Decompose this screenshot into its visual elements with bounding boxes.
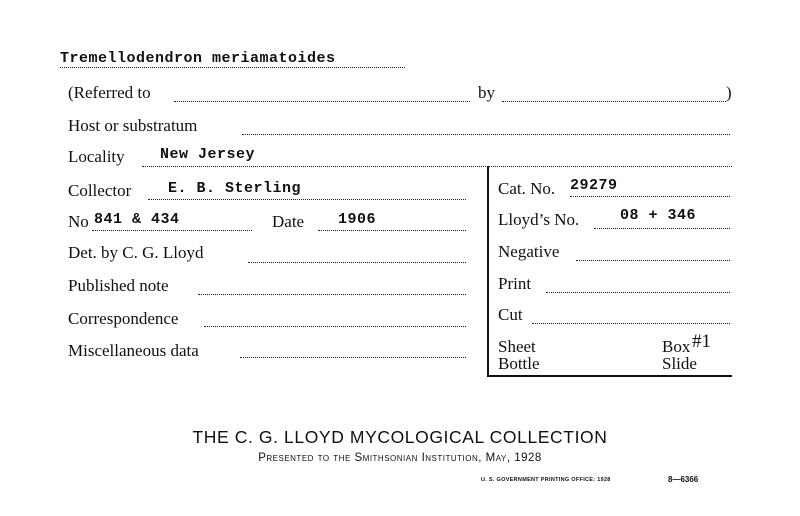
species-underline xyxy=(60,67,405,68)
referred-close-paren: ) xyxy=(726,83,732,102)
host-label: Host or substratum xyxy=(68,116,198,135)
cat-no-label: Cat. No. xyxy=(498,179,556,198)
printing-office-note: U. S. GOVERNMENT PRINTING OFFICE: 1928 xyxy=(481,477,611,483)
form-number: 8—6366 xyxy=(668,475,699,484)
lloyds-no-value: 08 + 346 xyxy=(620,207,697,224)
by-line xyxy=(502,101,726,102)
misc-data-line xyxy=(240,357,466,358)
published-note-label: Published note xyxy=(68,276,169,295)
cat-no-value: 29279 xyxy=(570,177,618,194)
no-label: No xyxy=(68,212,89,231)
date-value: 1906 xyxy=(338,211,377,228)
published-note-line xyxy=(198,294,466,295)
correspondence-line xyxy=(204,326,466,327)
box-left-border xyxy=(487,166,489,376)
collector-line xyxy=(148,199,466,200)
date-line xyxy=(318,230,466,231)
print-line xyxy=(546,292,730,293)
negative-line xyxy=(576,260,730,261)
bottle-label: Bottle xyxy=(498,354,540,373)
det-by-label: Det. by C. G. Lloyd xyxy=(68,243,204,262)
lloyds-no-line xyxy=(594,228,730,229)
collection-subtitle: Presented to the Smithsonian Institution, May, 1928 xyxy=(258,452,542,464)
cat-no-line xyxy=(570,196,730,197)
box-bottom-border xyxy=(487,375,732,377)
correspondence-label: Correspondence xyxy=(68,309,179,328)
species-name: Tremellodendron meriamatoides xyxy=(60,50,336,67)
no-value: 841 & 434 xyxy=(94,211,180,228)
box-value: #1 xyxy=(692,331,711,352)
collector-value: E. B. Sterling xyxy=(168,180,302,197)
host-line xyxy=(242,134,730,135)
cut-line xyxy=(532,323,730,324)
det-by-line xyxy=(248,262,466,263)
by-label: by xyxy=(478,83,495,102)
collection-title: THE C. G. LLOYD MYCOLOGICAL COLLECTION xyxy=(192,427,608,447)
locality-value: New Jersey xyxy=(160,146,256,163)
referred-to-label: (Referred to xyxy=(68,83,151,102)
cut-label: Cut xyxy=(498,305,523,324)
referred-to-line xyxy=(174,101,470,102)
lloyds-no-label: Lloyd’s No. xyxy=(498,210,580,229)
no-line xyxy=(92,230,252,231)
sheet-label: Sheet xyxy=(498,337,536,356)
collector-label: Collector xyxy=(68,181,132,200)
box-label: Box xyxy=(662,337,691,356)
print-label: Print xyxy=(498,274,532,293)
misc-data-label: Miscellaneous data xyxy=(68,341,199,360)
locality-line xyxy=(142,166,732,167)
slide-label: Slide xyxy=(662,354,697,373)
locality-label: Locality xyxy=(68,147,125,166)
date-label: Date xyxy=(272,212,305,231)
negative-label: Negative xyxy=(498,242,560,261)
